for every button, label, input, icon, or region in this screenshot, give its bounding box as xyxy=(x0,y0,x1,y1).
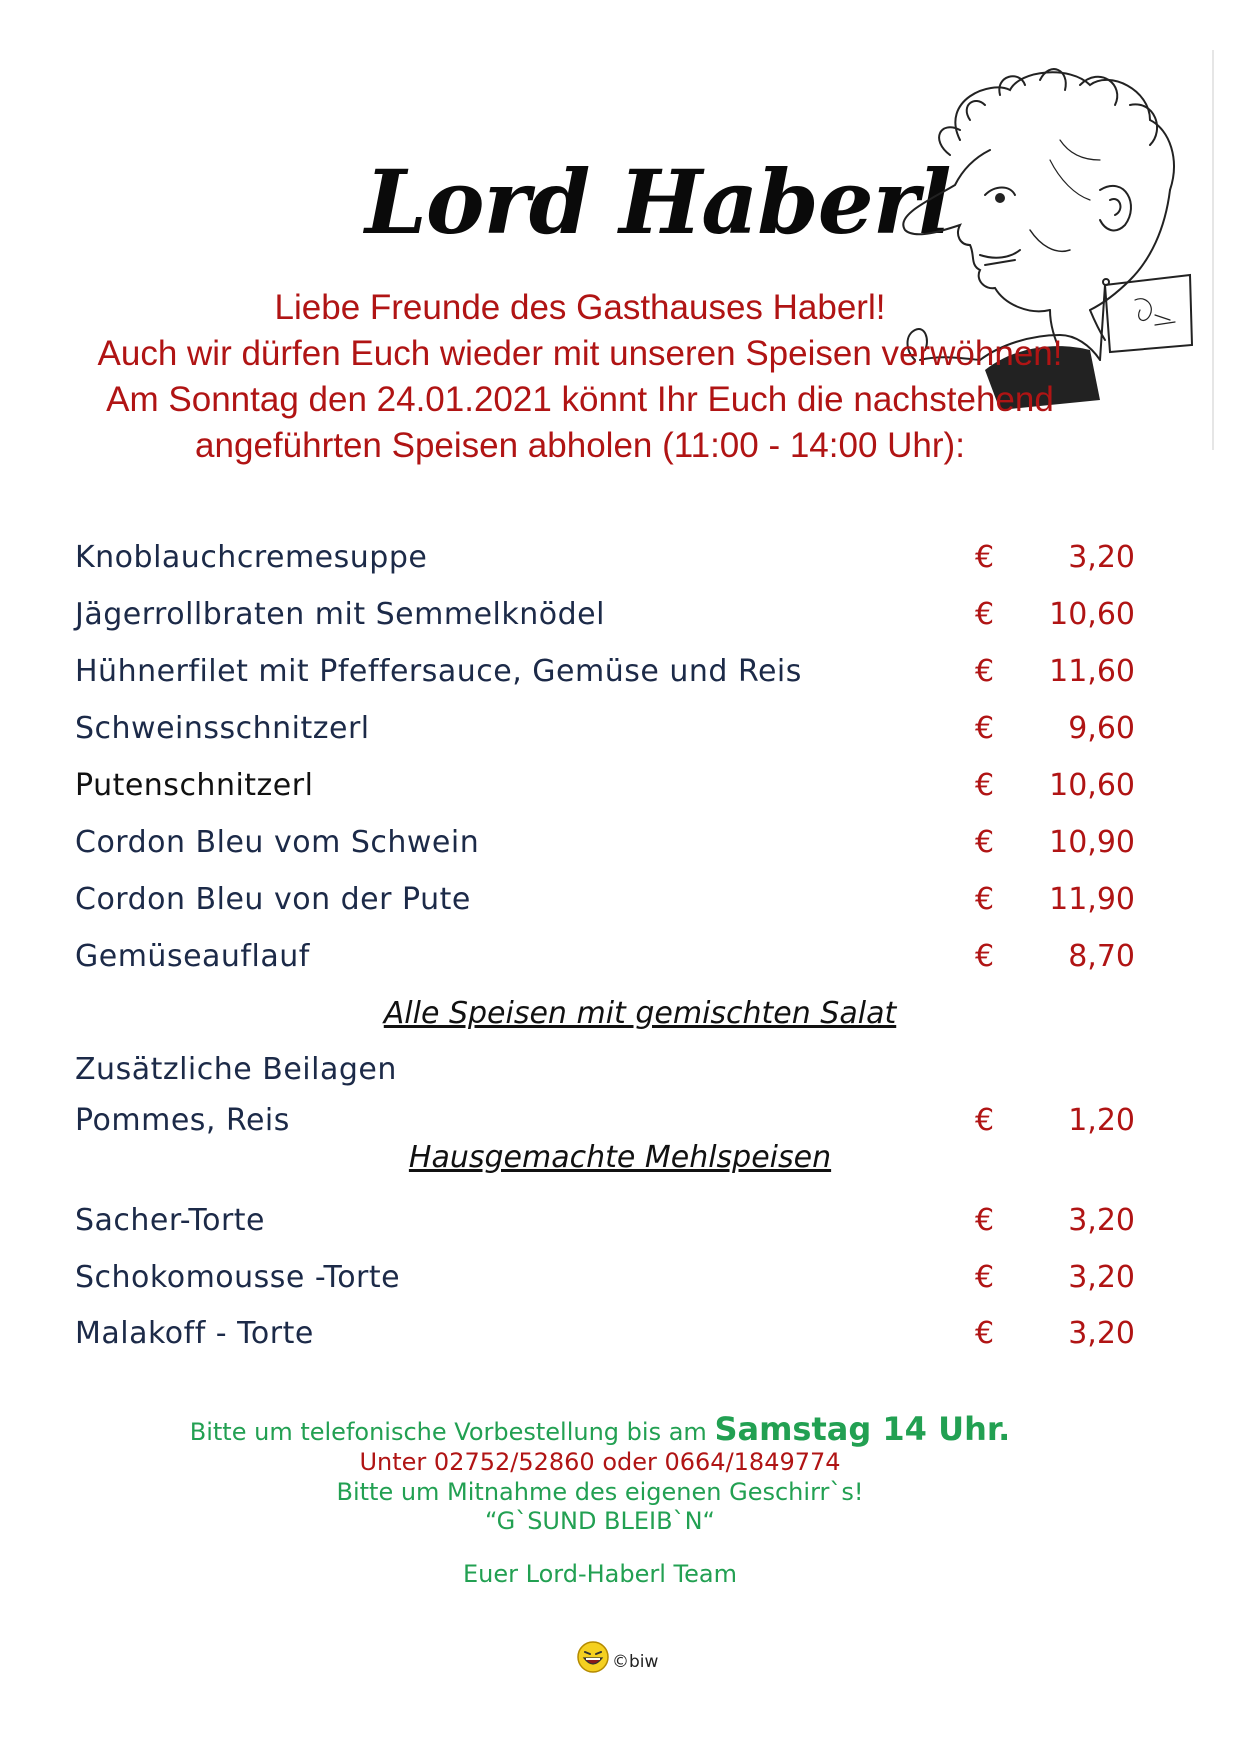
intro-line: Auch wir dürfen Euch wieder mit unseren Speisen verwöhnen! xyxy=(97,334,1063,373)
item-price: 8,70 xyxy=(1068,939,1135,974)
item-name: Knoblauchcremesuppe xyxy=(75,540,428,575)
order-deadline: Samstag 14 Uhr. xyxy=(714,1410,1011,1448)
item-name: Schokomousse -Torte xyxy=(75,1260,401,1295)
menu-item xyxy=(75,1316,1135,1356)
intro-line: angeführten Speisen abholen (11:00 - 14:00 Uhr): xyxy=(195,426,965,465)
menu-item xyxy=(75,711,1135,751)
item-name: Hühnerfilet mit Pfeffersauce, Gemüse und Reis xyxy=(75,654,802,689)
menu-item xyxy=(75,1103,1135,1143)
dishes-line: Bitte um Mitnahme des eigenen Geschirr`s! xyxy=(336,1478,864,1506)
item-price: 3,20 xyxy=(1068,1203,1135,1238)
item-price: 3,20 xyxy=(1068,540,1135,575)
menu-item xyxy=(75,1203,1135,1243)
euro-sign: € xyxy=(975,1203,995,1238)
menu-item xyxy=(75,540,1135,580)
item-price: 11,60 xyxy=(1049,654,1135,689)
order-text: Bitte um telefonische Vorbestellung bis am xyxy=(189,1418,707,1446)
intro-text xyxy=(0,285,1160,469)
greeting: “G`SUND BLEIB`N“ xyxy=(485,1507,715,1535)
item-price: 9,60 xyxy=(1068,711,1135,746)
euro-sign: € xyxy=(975,882,995,917)
item-name: Putenschnitzerl xyxy=(75,768,314,803)
item-price: 10,60 xyxy=(1049,768,1135,803)
menu-item xyxy=(75,825,1135,865)
euro-sign: € xyxy=(975,597,995,632)
euro-sign: € xyxy=(975,654,995,689)
intro-line: Liebe Freunde des Gasthauses Haberl! xyxy=(274,288,886,327)
euro-sign: € xyxy=(975,768,995,803)
euro-sign: € xyxy=(975,711,995,746)
euro-sign: € xyxy=(975,540,995,575)
item-name: Schweinsschnitzerl xyxy=(75,711,370,746)
menu-item xyxy=(75,654,1135,694)
sides-heading-row xyxy=(75,1052,1135,1092)
desserts-heading: Hausgemachte Mehlspeisen xyxy=(408,1140,832,1175)
euro-sign: € xyxy=(975,1316,995,1351)
sides-heading: Zusätzliche Beilagen xyxy=(75,1052,397,1087)
item-price: 3,20 xyxy=(1068,1260,1135,1295)
item-price: 3,20 xyxy=(1068,1316,1135,1351)
item-price: 11,90 xyxy=(1049,882,1135,917)
item-name: Malakoff - Torte xyxy=(75,1316,314,1351)
item-name: Sacher-Torte xyxy=(75,1203,266,1238)
item-price: 1,20 xyxy=(1068,1103,1135,1138)
euro-sign: € xyxy=(975,825,995,860)
phone-line: Unter 02752/52860 oder 0664/1849774 xyxy=(359,1448,841,1476)
menu-item xyxy=(75,939,1135,979)
item-price: 10,90 xyxy=(1049,825,1135,860)
restaurant-logo: Lord Haberl xyxy=(365,150,951,254)
salad-note: Alle Speisen mit gemischten Salat xyxy=(383,996,897,1031)
menu-item xyxy=(75,597,1135,637)
item-price: 10,60 xyxy=(1049,597,1135,632)
team-signature: Euer Lord-Haberl Team xyxy=(463,1560,737,1588)
item-name: Gemüseauflauf xyxy=(75,939,310,974)
menu-item xyxy=(75,1260,1135,1300)
order-line xyxy=(0,1410,1200,1448)
euro-sign: € xyxy=(975,1260,995,1295)
copyright-text: ©biw xyxy=(612,1652,659,1672)
euro-sign: € xyxy=(975,939,995,974)
copyright-block xyxy=(576,1640,658,1674)
menu-item xyxy=(75,882,1135,922)
item-name: Cordon Bleu vom Schwein xyxy=(75,825,480,860)
menu-item xyxy=(75,768,1135,808)
item-name: Cordon Bleu von der Pute xyxy=(75,882,471,917)
item-name: Jägerrollbraten mit Semmelknödel xyxy=(75,597,605,632)
euro-sign: € xyxy=(975,1103,995,1138)
intro-line: Am Sonntag den 24.01.2021 könnt Ihr Euch die nachstehend xyxy=(106,380,1054,419)
item-name: Pommes, Reis xyxy=(75,1103,290,1138)
laughing-smiley-icon xyxy=(576,1640,610,1674)
